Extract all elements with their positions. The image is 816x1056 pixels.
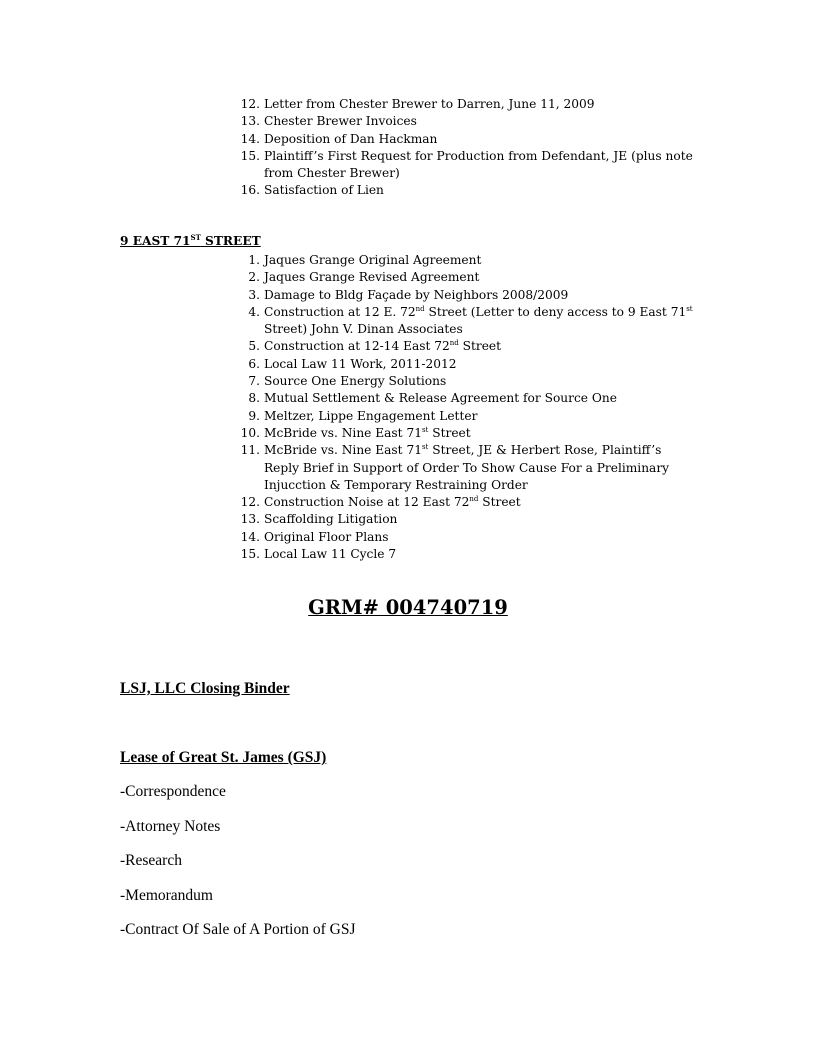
list-item: 2 . Jaques Grange Revised Agreement — [239, 269, 694, 286]
grm-number-heading: GRM# 004740719 — [308, 596, 508, 619]
section-heading-9-east-71st-street: 9 EAST 71ST STREET — [120, 233, 261, 248]
lease-item-correspondence: -Correspondence — [120, 783, 226, 800]
lease-item-attorney-notes: -Attorney Notes — [120, 818, 221, 835]
list-item: 16 . Satisfaction of Lien — [239, 182, 694, 199]
list-item: 9 . Meltzer, Lippe Engagement Letter — [239, 408, 694, 425]
list-item: 11 . McBride vs. Nine East 71st Street, JE & Herbert Rose, Plaintiff’s Reply Brief in Support of Order To Show Cause For a Preliminary Injucction & Temporary Restraining Order — [239, 442, 694, 494]
list-item: 14 . Deposition of Dan Hackman — [239, 131, 694, 148]
lease-item-research: -Research — [120, 852, 182, 869]
continued-document-list — [239, 96, 694, 200]
list-item: 13 . Chester Brewer Invoices — [239, 113, 694, 130]
list-item: 8 . Mutual Settlement & Release Agreement for Source One — [239, 390, 694, 407]
list-item: 7 . Source One Energy Solutions — [239, 373, 694, 390]
9-east-71st-street-list — [239, 252, 694, 563]
list-item: 15 . Local Law 11 Cycle 7 — [239, 546, 694, 563]
list-item: 10 . McBride vs. Nine East 71st Street — [239, 425, 694, 442]
list-item: 4 . Construction at 12 E. 72nd Street (Letter to deny access to 9 East 71st Street) John V. Dinan Associates — [239, 304, 694, 339]
list-item: 12 . Construction Noise at 12 East 72nd Street — [239, 494, 694, 511]
list-item: 15 . Plaintiff’s First Request for Production from Defendant, JE (plus note from Chester Brewer) — [239, 148, 694, 183]
lease-heading: Lease of Great St. James (GSJ) — [120, 749, 327, 766]
list-item: 1 . Jaques Grange Original Agreement — [239, 252, 694, 269]
list-item: 3 . Damage to Bldg Façade by Neighbors 2008/2009 — [239, 287, 694, 304]
closing-binder-heading: LSJ, LLC Closing Binder — [120, 680, 290, 697]
lease-item-contract-of-sale: -Contract Of Sale of A Portion of GSJ — [120, 921, 356, 938]
list-item: 5 . Construction at 12-14 East 72nd Street — [239, 338, 694, 355]
list-item: 13 . Scaffolding Litigation — [239, 511, 694, 528]
list-item: 14 . Original Floor Plans — [239, 529, 694, 546]
lease-item-memorandum: -Memorandum — [120, 887, 213, 904]
list-item: 12 . Letter from Chester Brewer to Darren, June 11, 2009 — [239, 96, 694, 113]
list-item: 6 . Local Law 11 Work, 2011-2012 — [239, 356, 694, 373]
